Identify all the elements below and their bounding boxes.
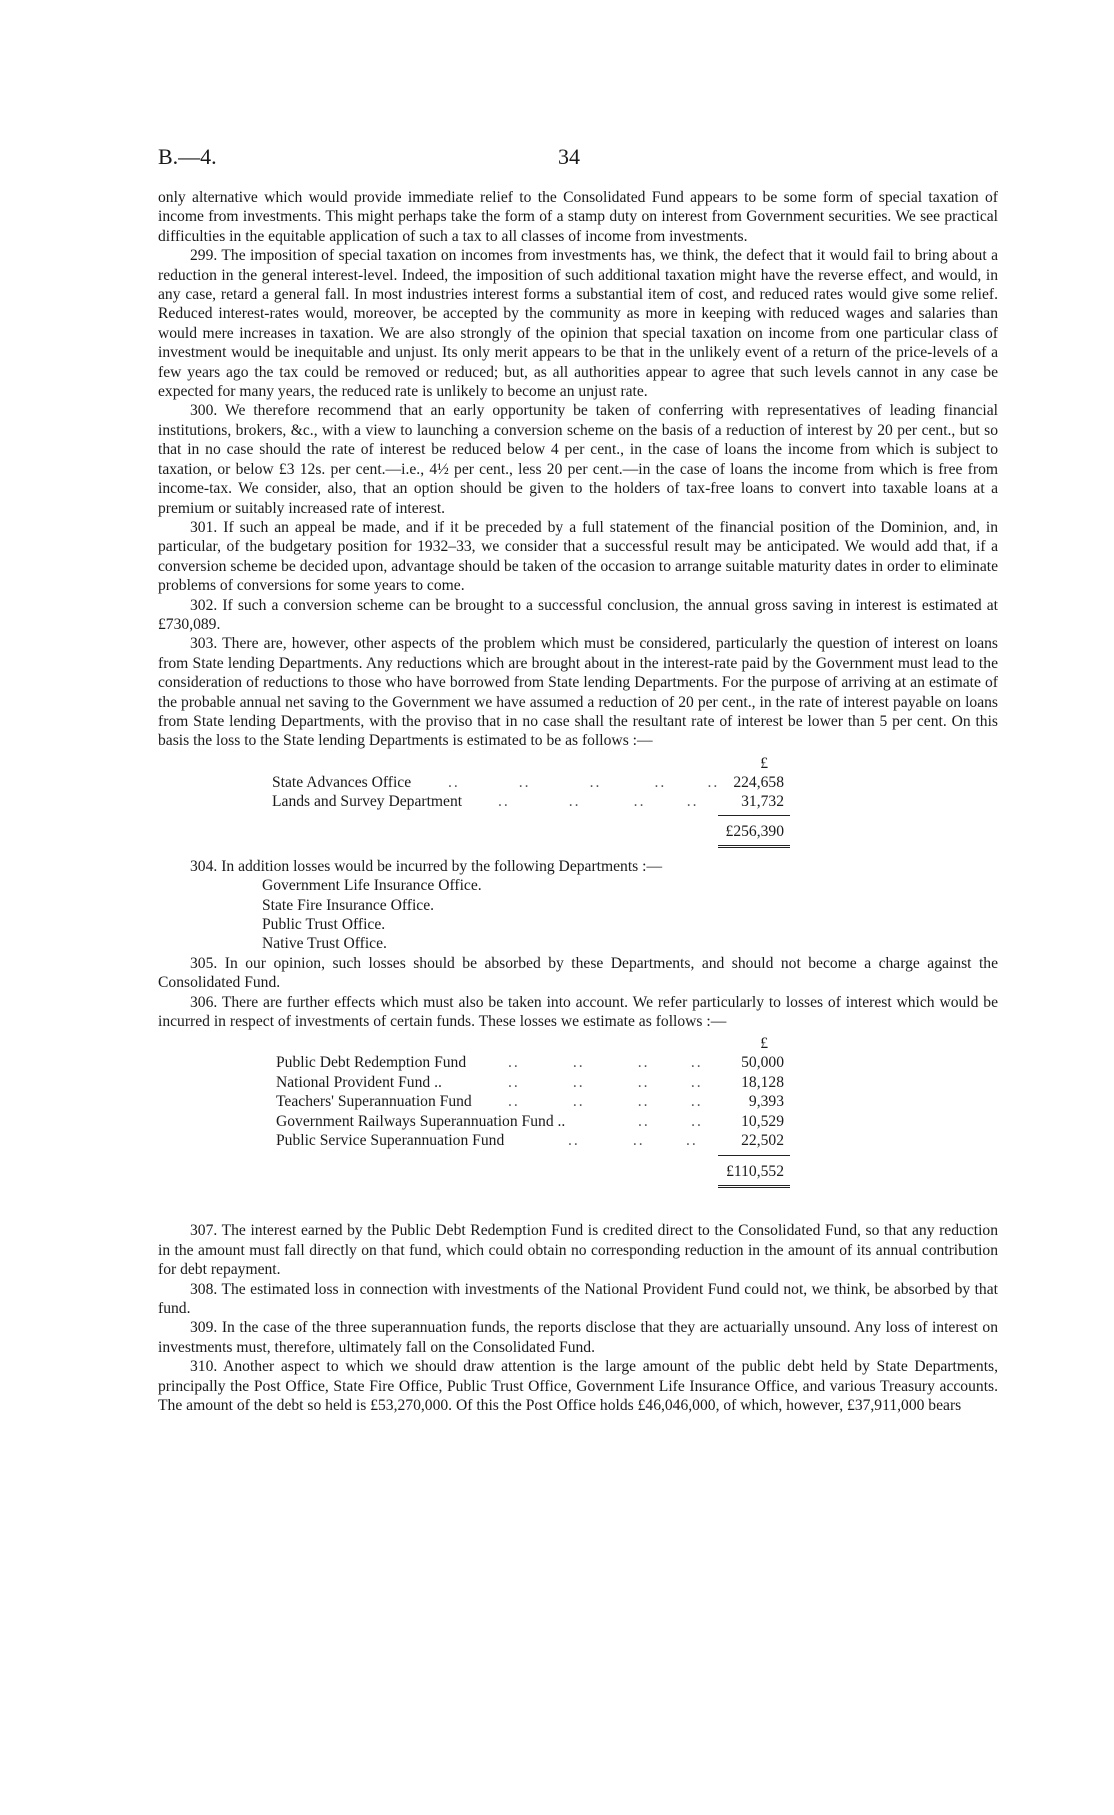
- leader-dots: .. ..: [638, 1112, 703, 1130]
- fund-losses-table: [158, 1035, 998, 1185]
- paragraph-304: 304. In addition losses would be incurred by the following Departments :—: [190, 857, 663, 875]
- table-row: [158, 793, 998, 813]
- paragraph-299: 299. The imposition of special taxation on incomes from investments has, we think, the defect that it would fail to bring about a reduction in the general interest-level. Indeed, the imposition of such additional taxation might have the reverse effect, and would, in any case, retard a general fall. In most industries interest forms a substantial item of cost, and reduced rates would give some relief. Reduced interest-rates would, moreover, be accepted by the community as more in keeping with reduced wages and salaries than would mere increases in taxation. We are also strongly of the opinion that special taxation on income from one particular class of investment would be inequitable and unjust. Its only merit appears to be that in the unlikely event of a return of the price-levels of a few years ago the tax could be removed or reduced; but, as all authorities appear to agree that such levels cannot in any case be expected for many years, the reduced rate is unlikely to become an unjust rate.: [158, 247, 998, 401]
- leader-dots: .. .. .. ..: [498, 793, 699, 811]
- row-amount: 10,529: [741, 1112, 784, 1130]
- subtotal-rule: [718, 815, 790, 816]
- row-amount: 224,658: [733, 773, 784, 791]
- paragraph-305: 305. In our opinion, such losses should be absorbed by these Departments, and should not become a charge against the Consolidated Fund.: [158, 954, 998, 992]
- table-row: [158, 1113, 998, 1133]
- paragraph-302: 302. If such a conversion scheme can be brought to a successful conclusion, the annual gross saving in interest is estimated at £730,089.: [158, 596, 998, 633]
- currency-symbol: £: [760, 754, 768, 772]
- table-row: [158, 774, 998, 794]
- table-total-row: [158, 1163, 998, 1183]
- total-double-rule: [718, 1185, 790, 1188]
- body-text-307: [158, 1221, 998, 1415]
- paragraph-continuation: only alternative which would provide immediate relief to the Consolidated Fund appears to be some form of special taxation of income from investments. This might perhaps take the form of a stamp duty on interest from Government securities. We see practical difficulties in the equitable application of such a tax to all classes of income from investments.: [158, 189, 998, 245]
- table-total: £110,552: [726, 1163, 784, 1181]
- leader-dots: .. .. .. .. ..: [448, 773, 720, 791]
- table-total-row: [158, 823, 998, 843]
- paragraph-300: 300. We therefore recommend that an early opportunity be taken of conferring with representatives of leading financial institutions, brokers, &c., with a view to launching a conversion scheme on the basis of a reduction of interest by 20 per cent., but so that in no case should the rate of interest be reduced below 4 per cent., in the case of loans the income from which is subject to taxation, or below £3 12s. per cent.—i.e., 4½ per cent., less 20 per cent.—in the case of loans the income from which is free from income-tax. We consider, also, that an option should be given to the holders of tax-free loans to convert into taxable loans at a premium or suitably increased rate of interest.: [158, 402, 998, 517]
- table-row: [158, 1074, 998, 1094]
- row-label: Government Railways Superannuation Fund ..: [276, 1112, 566, 1130]
- row-amount: 50,000: [741, 1054, 784, 1072]
- document-page: [158, 144, 998, 1416]
- leader-dots: .. .. .. ..: [508, 1054, 703, 1072]
- subtotal-rule: [718, 1155, 790, 1156]
- row-amount: 9,393: [748, 1093, 784, 1111]
- paragraph-303: 303. There are, however, other aspects of the problem which must be considered, particularly the question of interest on loans from State lending Departments. Any reductions which are brought about in the interest-rate paid by the Government must lead to the consideration of reductions to those who have borrowed from State lending Departments. For the purpose of arriving at an estimate of the probable annual net saving to the Government we have assumed a reduction of 20 per cent., in the rate of interest payable on loans from State lending Departments, with the proviso that in no case shall the resultant rate of interest be lower than 5 per cent. On this basis the loss to the State lending Departments is estimated to be as follows :—: [158, 635, 998, 750]
- table-row: [158, 1054, 998, 1074]
- leader-dots: .. .. .. ..: [508, 1093, 703, 1111]
- body-text-304: [158, 857, 998, 1032]
- row-label: Lands and Survey Department: [272, 793, 463, 811]
- row-label: Teachers' Superannuation Fund: [276, 1093, 472, 1111]
- row-label: National Provident Fund ..: [276, 1073, 442, 1091]
- paragraph-301: 301. If such an appeal be made, and if it be preceded by a full statement of the financial position of the Dominion, and, in particular, of the budgetary position for 1932–33, we consider that a successful result may be anticipated. We would add that, if a conversion scheme be decided upon, advantage should be taken of the occasion to arrange suitable maturity dates in order to eliminate problems of conversions for some years to come.: [158, 518, 998, 595]
- state-lending-losses-table: [158, 754, 998, 840]
- body-text: [158, 188, 998, 751]
- leader-dots: .. .. .. ..: [508, 1073, 703, 1091]
- row-amount: 22,502: [741, 1132, 784, 1150]
- list-item: Native Trust Office.: [262, 935, 387, 953]
- leader-dots: .. .. ..: [568, 1132, 698, 1150]
- table-row: [158, 1093, 998, 1113]
- paragraph-307: 307. The interest earned by the Public Debt Redemption Fund is credited direct to the Consolidated Fund, so that any reduction in the amount must fall directly on that fund, which could obtain no corresponding reduction in the amount of its annual contribution for debt repayment.: [158, 1222, 998, 1279]
- page-number: 34: [558, 144, 580, 169]
- table-total: £256,390: [725, 822, 784, 840]
- row-amount: 18,128: [741, 1073, 784, 1091]
- table-row: [158, 1132, 998, 1152]
- document-reference: B.—4.: [158, 144, 217, 169]
- department-list: [158, 876, 998, 954]
- row-label: Public Service Superannuation Fund: [276, 1132, 505, 1150]
- row-amount: 31,732: [741, 793, 784, 811]
- paragraph-308: 308. The estimated loss in connection with investments of the National Provident Fund could not, we think, be absorbed by that fund.: [158, 1280, 998, 1318]
- list-item: Government Life Insurance Office.: [262, 877, 482, 895]
- page-header: [158, 144, 998, 188]
- list-item: Public Trust Office.: [262, 916, 386, 933]
- paragraph-306: 306. There are further effects which must also be taken into account. We refer particularly to losses of interest which would be incurred in respect of investments of certain funds. These losses we estimate as follows :—: [158, 993, 998, 1031]
- currency-symbol: £: [760, 1035, 768, 1053]
- paragraph-310: 310. Another aspect to which we should draw attention is the large amount of the public debt held by State Departments, principally the Post Office, State Fire Office, Public Trust Office, Government Life Insurance Office, and various Treasury accounts. The amount of the debt so held is £53,270,000. Of this the Post Office holds £46,046,000, of which, however, £37,911,000 bears: [158, 1358, 998, 1415]
- row-label: Public Debt Redemption Fund: [276, 1054, 467, 1072]
- row-label: State Advances Office: [272, 773, 412, 791]
- total-double-rule: [718, 845, 790, 848]
- list-item: State Fire Insurance Office.: [262, 896, 435, 914]
- paragraph-309: 309. In the case of the three superannuation funds, the reports disclose that they are actuarially unsound. Any loss of interest on investments must, therefore, ultimately fall on the Consolidated Fund.: [158, 1319, 998, 1356]
